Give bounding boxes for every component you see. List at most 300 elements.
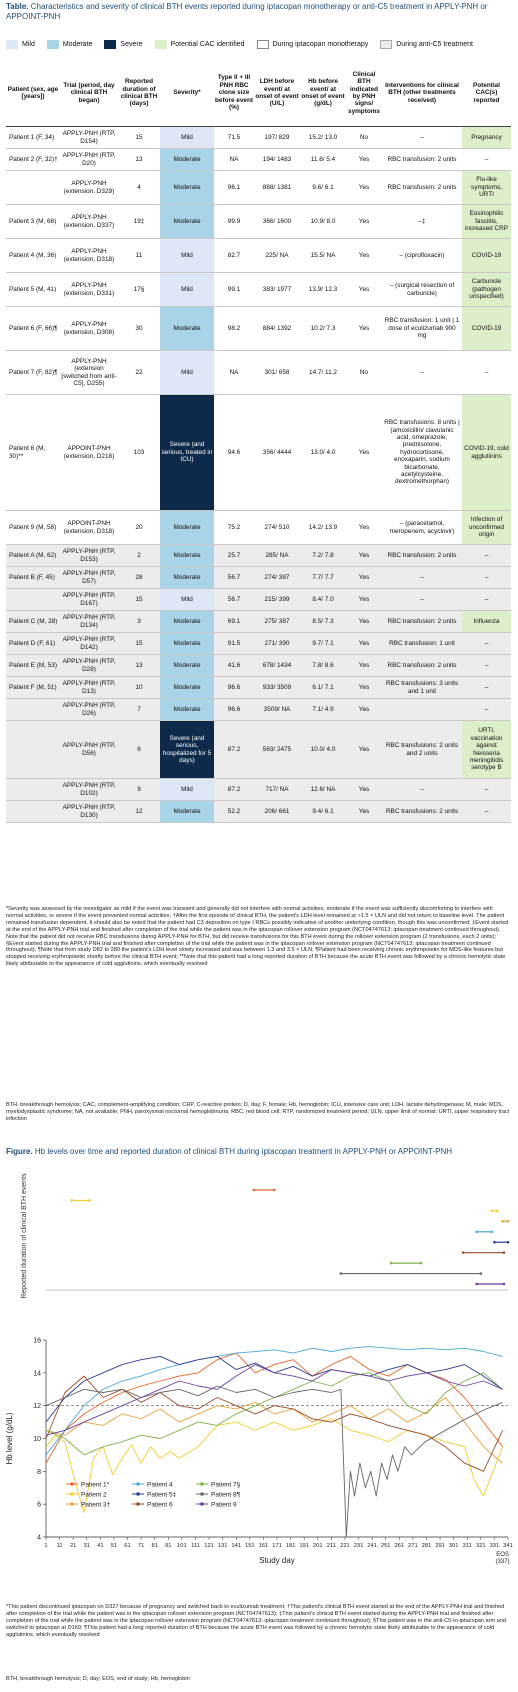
table-row (6, 351, 511, 395)
severity-cell: Moderate (160, 655, 214, 677)
legend-marker (136, 1502, 140, 1506)
y-tick-label: 12 (33, 1403, 41, 1411)
severity-cell: Moderate (160, 633, 214, 655)
trial-cell: APPLY-PNH (RTP, D20) (60, 149, 118, 171)
x-tick-label: 241 (367, 1543, 377, 1549)
hb-cell: 8.5/ 7.3 (300, 611, 346, 633)
clone-cell: 82.7 (214, 239, 254, 273)
cac-cell: – (462, 589, 511, 611)
signs-cell: Yes (346, 149, 382, 171)
legend-swatch-anti (380, 40, 392, 49)
x-tick-label: 31 (83, 1543, 90, 1549)
figure-title (6, 1147, 511, 1157)
signs-cell: Yes (346, 677, 382, 699)
ldh-cell: 197/ 829 (254, 127, 300, 149)
y-tick-label: 6 (37, 1501, 41, 1509)
ldh-cell: 275/ 387 (254, 611, 300, 633)
bth-event-end-marker (496, 1210, 499, 1213)
interventions-cell: RBC transfusion: 2 units (382, 171, 462, 205)
legend-label: Patient 2 (81, 1491, 107, 1499)
interventions-cell: RBC transfusion: 2 units (382, 149, 462, 171)
table-row (6, 655, 511, 677)
severity-cell: Moderate (160, 205, 214, 239)
table-row (6, 545, 511, 567)
legend-label: Mild (22, 40, 35, 48)
signs-cell: Yes (346, 633, 382, 655)
bth-event-start-marker (390, 1262, 393, 1265)
header-cell: Reported duration of clinical BTH (days) (118, 60, 160, 127)
trial-cell: APPLY-PNH (RTP, D167) (60, 589, 118, 611)
cac-cell: – (462, 801, 511, 823)
signs-cell: Yes (346, 567, 382, 589)
duration-cell: 9 (118, 779, 160, 801)
table-row (6, 801, 511, 823)
hb-cell: 15.2/ 13.0 (300, 127, 346, 149)
severity-cell: Severe (and serious, hospitalized for 5 days) (160, 721, 214, 779)
severity-cell: Moderate (160, 611, 214, 633)
patient-cell (6, 699, 60, 721)
cac-cell: URTI, vaccination against Neisseria meningitidis serotype B (462, 721, 511, 779)
ldh-cell: 888/ 1381 (254, 171, 300, 205)
legend-label: During iptacopan monotherapy (272, 40, 369, 48)
x-tick-label: 231 (353, 1543, 364, 1549)
signs-cell: Yes (346, 589, 382, 611)
patient-cell: Patient E (M, 53) (6, 655, 60, 677)
duration-cell: 15 (118, 127, 160, 149)
trial-cell: APPLY-PNH (extension, D329) (60, 171, 118, 205)
hb-cell: 7.7/ 7.7 (300, 567, 346, 589)
header-cell: Hb before event/ at onset of event (g/dL) (300, 60, 346, 127)
legend-marker (136, 1482, 140, 1486)
header-cell: Type II + III PNH RBC clone size before event (%) (214, 60, 254, 127)
signs-cell: Yes (346, 205, 382, 239)
ldh-cell: 884/ 1392 (254, 307, 300, 351)
legend-severe (104, 40, 142, 49)
hb-cell: 6.1/ 7.1 (300, 677, 346, 699)
legend-swatch-severe (104, 40, 116, 49)
y-tick-label: 14 (33, 1370, 41, 1378)
signs-cell: Yes (346, 171, 382, 205)
x-tick-label: 191 (299, 1543, 310, 1549)
table-row (6, 205, 511, 239)
legend-moderate (47, 40, 93, 49)
cac-cell: – (462, 633, 511, 655)
interventions-cell: RBC transfusion: 2 units (382, 655, 462, 677)
x-tick-label: 61 (124, 1543, 131, 1549)
bth-event-start-marker (340, 1272, 343, 1275)
table-row (6, 779, 511, 801)
hb-cell: 8.4/ 7.0 (300, 589, 346, 611)
bth-event-start-marker (71, 1199, 74, 1202)
x-tick-label: 331 (489, 1543, 500, 1549)
ldh-cell: 215/ 399 (254, 589, 300, 611)
signs-cell: Yes (346, 273, 382, 307)
x-tick-label: 21 (69, 1543, 77, 1549)
trial-cell: APPLY-PNH (extension [switched from anti-C5], D255) (60, 351, 118, 395)
bth-table (6, 60, 511, 823)
hb-cell: 13.0/ 4.0 (300, 395, 346, 511)
trial-cell: APPLY-PNH (RTP, D142) (60, 633, 118, 655)
hb-cell: 15.5/ NA (300, 239, 346, 273)
table-title-text: Characteristics and severity of clinical BTH events reported during iptacopan monotherapy or anti-C5 treatment in APPLY-PNH or APPOINT-PNH (6, 2, 488, 21)
legend-label: Potential CAC identified (170, 40, 245, 48)
legend-mild (6, 40, 35, 49)
header-cell: Trial (period, day clinical BTH began) (60, 60, 118, 127)
table-header-row (6, 60, 511, 127)
interventions-cell: RBC transfusions: 2 units and 2 units (382, 721, 462, 779)
hb-cell: 9.6/ 6.1 (300, 171, 346, 205)
severity-cell: Mild (160, 127, 214, 149)
hb-cell: 9.4/ 6.1 (300, 801, 346, 823)
interventions-cell (382, 699, 462, 721)
cac-cell: – (462, 351, 511, 395)
legend-label: Patient 8¶ (211, 1491, 241, 1499)
x-tick-label: 301 (448, 1543, 459, 1549)
x-tick-label: 281 (421, 1543, 432, 1549)
duration-cell: 19‡ (118, 205, 160, 239)
x-tick-label: 91 (165, 1543, 172, 1549)
patient-cell (6, 589, 60, 611)
legend-label: Severe (120, 40, 143, 48)
x-tick-label: 291 (435, 1543, 445, 1549)
ldh-cell: 383/ 1977 (254, 273, 300, 307)
legend-swatch-moderate (47, 40, 59, 49)
interventions-cell: RBC transfusion: 2 units (382, 545, 462, 567)
table-row (6, 567, 511, 589)
eos-day-label: (337) (495, 1559, 510, 1565)
cac-cell: – (462, 655, 511, 677)
clone-cell: NA (214, 149, 254, 171)
x-tick-label: 151 (244, 1543, 255, 1549)
legend-anti (380, 40, 473, 49)
x-tick-label: 321 (475, 1543, 486, 1549)
severity-cell: Moderate (160, 307, 214, 351)
bth-event-start-marker (462, 1251, 465, 1254)
duration-cell: 30 (118, 307, 160, 351)
ldh-cell: 206/ 661 (254, 801, 300, 823)
x-tick-label: 101 (177, 1543, 187, 1549)
table-row (6, 395, 511, 511)
trial-cell: APPLY-PNH (RTP, D154) (60, 127, 118, 149)
legend-marker (200, 1482, 204, 1486)
figure-footnotes: *This patient discontinued iptacopan on D327 because of pregnancy and switched back to eculizumab treatment; †This patient's clinical BTH event started at the end of the APPLY-PNH trial and finished after completion of the trial while the patient was in the iptacopan rollover extension program (NCT04747613); ‡This patient's clinical BTH event started during the APPLY-PNH trial and finished after completion of the trial while the patient was in the iptacopan rollover extension program (NCT04747613; iptacopan treatment continued throughout); §This patient was in the anti-C5-to-iptacopan arm and switched to iptacopan at D169; ¶This patient had a long reported duration of BTH because the acute BTH event was followed by a chronic hemolytic state likely attributable to the appearance of cold agglutinins, which eventually resolved (6, 1604, 506, 1638)
trial-cell: APPLY-PNH (RTP, D28) (60, 655, 118, 677)
x-tick-label: 201 (312, 1543, 323, 1549)
bth-event-start-marker (490, 1210, 493, 1213)
header-cell: Severity* (160, 60, 214, 127)
table-row (6, 171, 511, 205)
signs-cell: Yes (346, 545, 382, 567)
x-tick-label: 171 (272, 1543, 282, 1549)
bth-event-end-marker (273, 1189, 276, 1192)
hb-cell: 10.9/ 8.0 (300, 205, 346, 239)
cac-cell: Infection of unconfirmed origin (462, 511, 511, 545)
table-row (6, 721, 511, 779)
legend-label: Patient 5‡ (147, 1491, 177, 1499)
x-tick-label: 221 (340, 1543, 350, 1549)
table-row (6, 699, 511, 721)
header-cell: Clinical BTH indicated by PNH signs/ symptoms (346, 60, 382, 127)
patient-cell (6, 171, 60, 205)
legend-mono (257, 40, 369, 49)
interventions-cell: RBC transfusions: 2 units (382, 801, 462, 823)
interventions-cell: RBC transfusion: 1 unit | 1 dose of eculizumab 900 mg (382, 307, 462, 351)
patient-cell: Patient 6 (F, 66)¶ (6, 307, 60, 351)
clone-cell: 87.2 (214, 779, 254, 801)
bth-event-end-marker (480, 1272, 483, 1275)
severity-cell: Moderate (160, 545, 214, 567)
trial-cell: APPLY-PNH (RTP, D56) (60, 721, 118, 779)
cac-cell: COVID-19, cold agglutinins (462, 395, 511, 511)
cac-cell: COVID-19 (462, 307, 511, 351)
hb-cell: 13.9/ 12.3 (300, 273, 346, 307)
hb-cell: 10.2/ 7.3 (300, 307, 346, 351)
severity-cell: Moderate (160, 677, 214, 699)
signs-cell: Yes (346, 655, 382, 677)
table-body (6, 127, 511, 823)
table-row (6, 511, 511, 545)
legend-marker (136, 1492, 140, 1496)
y-tick-label: 4 (37, 1534, 41, 1542)
trial-cell: APPOINT-PNH (extension, D318) (60, 511, 118, 545)
cac-cell: Pregnancy (462, 127, 511, 149)
x-tick-label: 81 (151, 1543, 158, 1549)
x-tick-label: 251 (380, 1543, 391, 1549)
hb-cell: 7.1/ 4.9 (300, 699, 346, 721)
severity-cell: Mild (160, 239, 214, 273)
bth-event-end-marker (503, 1251, 506, 1254)
clone-cell: 56.7 (214, 567, 254, 589)
x-tick-label: 271 (408, 1543, 418, 1549)
x-tick-label: 161 (258, 1543, 269, 1549)
duration-cell: 7 (118, 699, 160, 721)
x-tick-label: 341 (503, 1543, 513, 1549)
duration-cell: 103 (118, 395, 160, 511)
clone-cell: 94.6 (214, 395, 254, 511)
interventions-cell: – (382, 567, 462, 589)
clone-cell: 75.2 (214, 511, 254, 545)
table-footnotes: *Severity was assessed by the investigator as mild if the event was transient and generally did not interfere with normal activities, moderate if the event was sufficiently discomforting to interfere with normal activities, or severe if the event prevented normal activities; †After the first episode of clinical BTH, the patient's LDH level remained at >1.5 × ULN and did not return to baseline level. The patient remained transfusion dependent. It should also be noted that the patient had C3 deposition on type I RBCs possibly indicative of another underlying condition, though this was unconfirmed; ‡Event started at the end of the APPLY-PNH trial and finished after completion of the trial while the patient was in the iptacopan rollover extension program (NCT04747613; iptacopan treatment continued throughout). Note that the patient did not receive RBC transfusions during APPLY-PNH for BTH, but did receive transfusions for this BTH event during the rollover extension program (2 transfusions, each 2 units); §Event started during the APPLY-PNH trial and finished after completion of the trial while the patient was in the iptacopan rollover extension program (NCT04747613; iptacopan treatment continued throughout); ¶Note that from study D82 to 280 the patient's LDH level slowly increased and was between 1.3 and 3.5 × ULN; ¶Patient had been receiving chronic erythropoietin for MDS-like features but stopped receiving erythropoietin shortly before the clinical BTH event; **Note that this patient had a long reported duration of BTH because the acute BTH event was followed by a chronic hemolytic state likely attributable to the appearance of cold agglutinins, which eventually resolved (6, 906, 509, 968)
x-tick-label: 11 (56, 1543, 63, 1549)
duration-cell: 2 (118, 545, 160, 567)
ldh-cell: 225/ NA (254, 239, 300, 273)
ldh-cell: 285/ NA (254, 545, 300, 567)
interventions-cell: – (382, 127, 462, 149)
duration-cell: 12 (118, 801, 160, 823)
series-line (46, 1353, 503, 1463)
table-row (6, 149, 511, 171)
table-row (6, 307, 511, 351)
figure-abbreviations: BTH, breakthrough hemolysis; D, day; EOS, end of study; Hb, hemoglobin (6, 1676, 190, 1682)
severity-cell: Moderate (160, 567, 214, 589)
severity-cell: Mild (160, 589, 214, 611)
severity-cell: Moderate (160, 801, 214, 823)
interventions-cell: RBC transfusion: 1 unit (382, 633, 462, 655)
clone-cell: 96.6 (214, 699, 254, 721)
duration-cell: 10 (118, 677, 160, 699)
bth-event-end-marker (490, 1230, 493, 1233)
legend-swatch-cac (155, 40, 167, 49)
patient-cell: Patient 8 (M, 30)** (6, 395, 60, 511)
ldh-cell: 301/ 658 (254, 351, 300, 395)
clone-cell: 98.2 (214, 307, 254, 351)
x-tick-label: 51 (110, 1543, 118, 1549)
interventions-cell: – (382, 779, 462, 801)
x-tick-label: 311 (462, 1543, 472, 1549)
patient-cell (6, 801, 60, 823)
legend-marker (70, 1492, 74, 1496)
severity-cell: Moderate (160, 699, 214, 721)
x-tick-label: 111 (191, 1543, 200, 1549)
x-tick-label: 181 (285, 1543, 296, 1549)
table-row (6, 611, 511, 633)
duration-cell: 28 (118, 567, 160, 589)
legend-label: Patient 7§ (211, 1481, 241, 1489)
hb-cell: 10.0/ 4.0 (300, 721, 346, 779)
duration-cell: 15 (118, 589, 160, 611)
top-panel-label: Reported duration of clinical BTH events (21, 1173, 28, 1299)
legend-marker (70, 1482, 74, 1486)
legend-marker (200, 1492, 204, 1496)
ldh-cell: 194/ 1483 (254, 149, 300, 171)
severity-cell: Moderate (160, 171, 214, 205)
ldh-cell: 717/ NA (254, 779, 300, 801)
cac-cell: – (462, 545, 511, 567)
hb-cell: 14.7/ 11.2 (300, 351, 346, 395)
ldh-cell: 933/ 3509 (254, 677, 300, 699)
table-title (6, 2, 511, 22)
interventions-cell: – (surgical resection of carbuncle) (382, 273, 462, 307)
signs-cell: No (346, 351, 382, 395)
trial-cell: APPLY-PNH (RTP, D134) (60, 611, 118, 633)
bth-event-start-marker (475, 1230, 478, 1233)
cac-cell: Carbuncle (pathogen unspecified) (462, 273, 511, 307)
hb-cell: 7.8/ 8.6 (300, 655, 346, 677)
patient-cell: Patient B (F, 45) (6, 567, 60, 589)
signs-cell: Yes (346, 395, 382, 511)
trial-cell: APPLY-PNH (RTP, D13) (60, 677, 118, 699)
clone-cell: 87.2 (214, 721, 254, 779)
bth-event-start-marker (475, 1283, 478, 1286)
figure-title-text: Hb levels over time and reported duration of clinical BTH during iptacopan treatment in APPLY-PNH or APPOINT-PNH (34, 1147, 452, 1156)
duration-cell: 4 (118, 171, 160, 205)
signs-cell: Yes (346, 611, 382, 633)
hb-cell: 14.2/ 13.9 (300, 511, 346, 545)
table-row (6, 127, 511, 149)
table-row (6, 677, 511, 699)
interventions-cell: – (paracetamol, meropenem, acyclovir) (382, 511, 462, 545)
header-cell: Interventions for clinical BTH (other treatments received) (382, 60, 462, 127)
table-title-label: Table. (6, 2, 29, 11)
ldh-cell: 3509/ NA (254, 699, 300, 721)
series-line (46, 1419, 503, 1513)
clone-cell: 96.6 (214, 677, 254, 699)
signs-cell: Yes (346, 699, 382, 721)
x-tick-label: 131 (217, 1543, 228, 1549)
hb-cell: 9.7/ 7.1 (300, 633, 346, 655)
duration-cell: 11 (118, 239, 160, 273)
clone-cell: 99.9 (214, 205, 254, 239)
duration-cell: 22 (118, 351, 160, 395)
clone-cell: 69.1 (214, 611, 254, 633)
patient-cell: Patient 3 (M, 68) (6, 205, 60, 239)
interventions-cell: – (ciprofloxacin) (382, 239, 462, 273)
interventions-cell: – (382, 351, 462, 395)
y-tick-label: 16 (33, 1337, 41, 1345)
cac-cell: – (462, 699, 511, 721)
table-row (6, 239, 511, 273)
header-cell: Patient (sex, age [years]) (6, 60, 60, 127)
bth-event-end-marker (420, 1262, 423, 1265)
patient-cell: Patient 7 (F, 82)¶ (6, 351, 60, 395)
legend-marker (70, 1502, 74, 1506)
legend-swatch-mild (6, 40, 18, 49)
duration-cell: 3 (118, 611, 160, 633)
trial-cell: APPLY-PNH (RTP, D57) (60, 567, 118, 589)
x-tick-label: 211 (326, 1543, 336, 1549)
x-tick-label: 71 (137, 1543, 145, 1549)
severity-cell: Mild (160, 779, 214, 801)
series-line (46, 1398, 503, 1464)
signs-cell: Yes (346, 721, 382, 779)
header-cell: Potential CAC(s) reported (462, 60, 511, 127)
clone-cell: 96.1 (214, 171, 254, 205)
table-row (6, 633, 511, 655)
legend-label: During anti-C5 treatment (396, 40, 473, 48)
trial-cell: APPLY-PNH (extension, D308) (60, 307, 118, 351)
patient-cell: Patient 4 (M, 36) (6, 239, 60, 273)
trial-cell: APPOINT-PNH (extension, D218) (60, 395, 118, 511)
trial-cell: APPLY-PNH (RTP, D130) (60, 801, 118, 823)
patient-cell (6, 721, 60, 779)
clone-cell: 91.5 (214, 633, 254, 655)
patient-cell: Patient 2 (F, 32)† (6, 149, 60, 171)
ldh-cell: 678/ 1434 (254, 655, 300, 677)
duration-cell: 20 (118, 511, 160, 545)
legend-marker (200, 1502, 204, 1506)
legend-label: Moderate (62, 40, 93, 48)
bth-event-end-marker (503, 1283, 506, 1286)
bth-event-end-marker (507, 1220, 510, 1223)
signs-cell: Yes (346, 307, 382, 351)
bth-event-end-marker (88, 1199, 91, 1202)
bth-event-start-marker (501, 1220, 504, 1223)
x-tick-label: 121 (204, 1543, 214, 1549)
severity-cell: Mild (160, 273, 214, 307)
trial-cell: APPLY-PNH (RTP, D153) (60, 545, 118, 567)
signs-cell: No (346, 127, 382, 149)
y-tick-label: 8 (37, 1468, 41, 1476)
interventions-cell: – (382, 589, 462, 611)
ldh-cell: 274/ 510 (254, 511, 300, 545)
x-tick-label: 261 (394, 1543, 405, 1549)
table-abbreviations: BTH, breakthrough hemolysis; CAC, complement-amplifying condition; CRP, C-reactive protein; D, day; F, female; Hb, hemoglobin; ICU, intensive care unit; LDH, lactate dehydrogenase; M, male; MDS, myelodysplastic syndrome; NA, not available; PNH, paroxysmal nocturnal hemoglobinuria; RBC, red blood cell; RTP, randomized treatment period; ULN, upper limit of normal; URTI, upper respiratory tract infection (6, 1102, 510, 1122)
duration-cell: 17§ (118, 273, 160, 307)
ldh-cell: 274/ 387 (254, 567, 300, 589)
hb-cell: 11.6/ 5.4 (300, 149, 346, 171)
ldh-cell: 366/ 1600 (254, 205, 300, 239)
bth-event-start-marker (253, 1189, 256, 1192)
interventions-cell: –‡ (382, 205, 462, 239)
trial-cell: APPLY-PNH (extension, D337) (60, 205, 118, 239)
duration-cell: 15 (118, 633, 160, 655)
x-tick-label: 141 (231, 1543, 242, 1549)
series-line (46, 1347, 503, 1455)
cac-cell: – (462, 149, 511, 171)
header-cell: LDH before event/ at onset of event (U/L) (254, 60, 300, 127)
legend-cac (155, 40, 245, 49)
severity-cell: Moderate (160, 149, 214, 171)
